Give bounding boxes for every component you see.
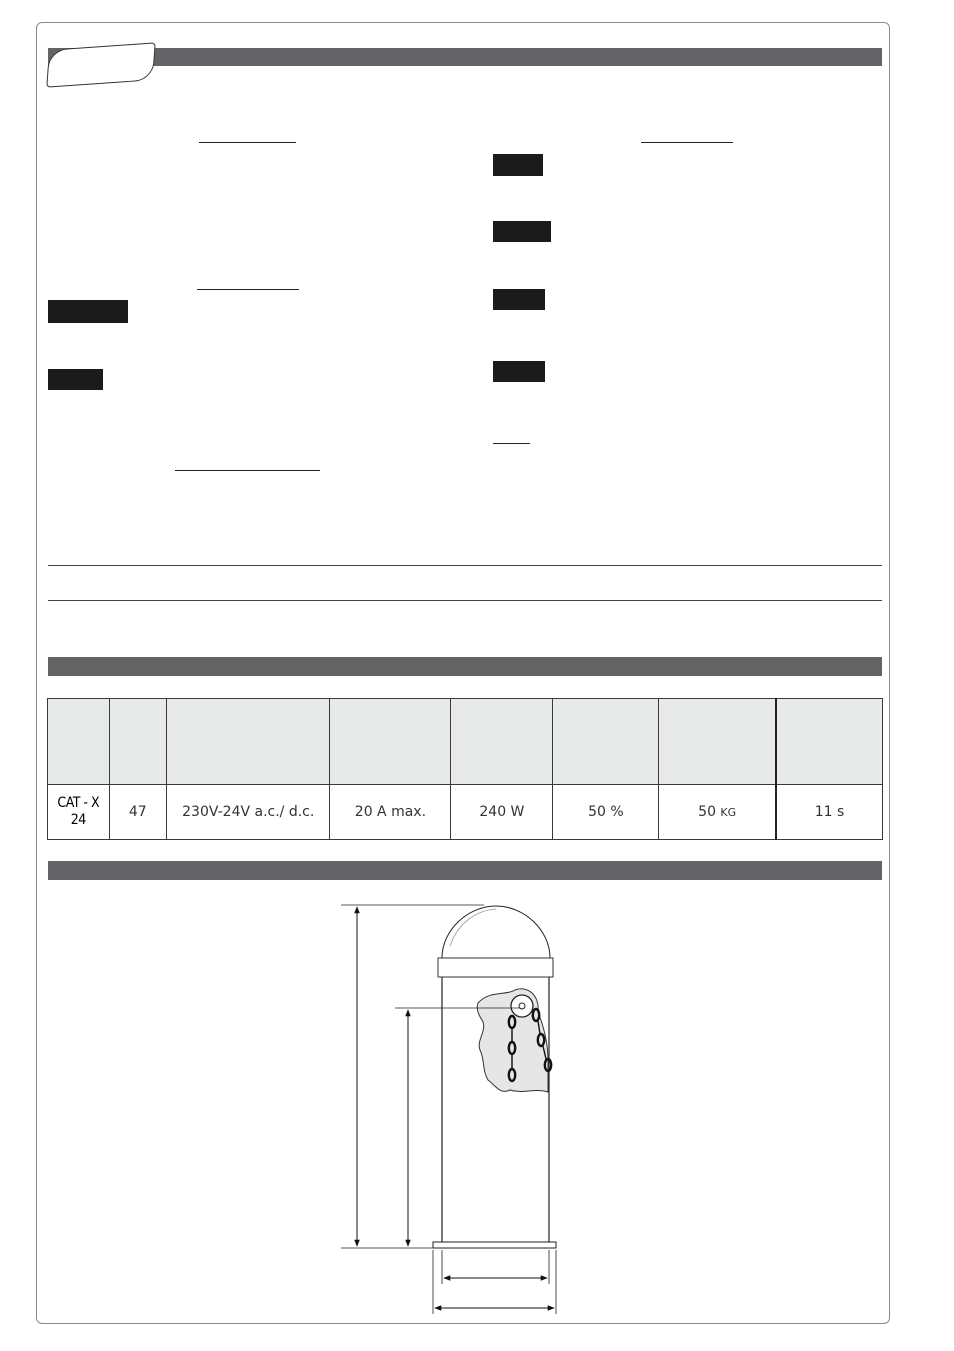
- value-cell-time: 11 s: [776, 785, 882, 840]
- value-cell-power-supply: 230V-24V a.c./ d.c.: [167, 785, 330, 840]
- value-cell-duty-cycle: 50 %: [553, 785, 659, 840]
- column-ring: [438, 958, 553, 977]
- value-cell-power: 240 W: [451, 785, 553, 840]
- weight-unit: KG: [720, 806, 737, 819]
- base-plate: [433, 1242, 556, 1248]
- weight-value: 50: [698, 804, 721, 820]
- value-cell-number: 47: [109, 785, 167, 840]
- value-cell-current: 20 A max.: [330, 785, 451, 840]
- model-line-1: CAT - X: [57, 795, 100, 811]
- column-dome: [442, 906, 550, 958]
- model-line-2: 24: [70, 812, 86, 828]
